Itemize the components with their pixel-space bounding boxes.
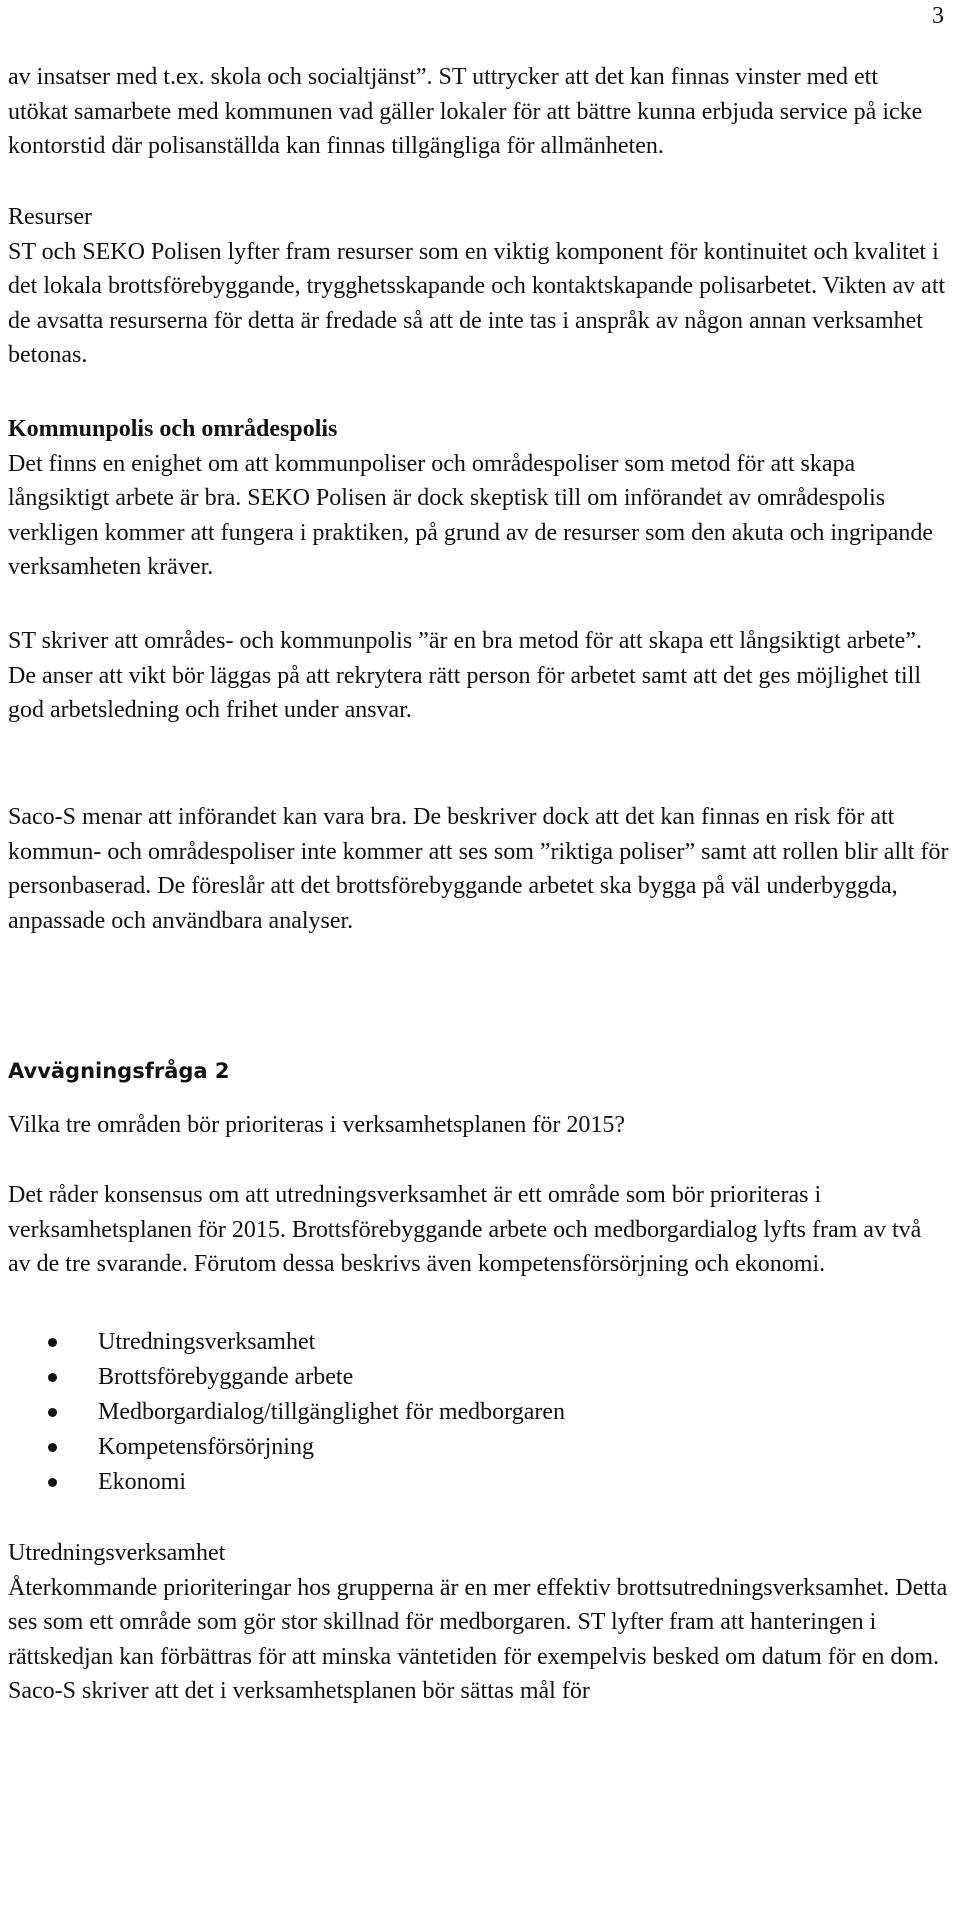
resurser-section bbox=[8, 200, 953, 373]
utredning-heading: Utredningsverksamhet bbox=[8, 1540, 226, 1566]
utredning-body: Återkommande prioriteringar hos gruppernа är en mer effektiv brottsutredningsverksamhet. Detta ses som ett område som gör stor skillnad för medborgaren. ST lyfter fram att hanteringen i rättskedjan kan förbättras för att minska väntetiden för exempelvis besked om datum för en dom. Saco-S skriver att det i verksamhetsplanen bör sättas mål för bbox=[8, 1574, 948, 1704]
utredning-section bbox=[8, 1536, 953, 1709]
list-item: Utredningsverksamhet bbox=[8, 1325, 908, 1360]
kommunpolis-section bbox=[8, 412, 953, 585]
kommunpolis-body: Det finns en enighet om att kommunpoliser och områdespoliser som metod för att skapa långsiktigt arbete är bra. SEKO Polisen är dock skeptisk till om införandet av områdespolis verkligen kommer att fungera i praktiken, på grund av de resurser som den akuta och ingripande verksamheten kräver. bbox=[8, 450, 934, 580]
page-number: 3 bbox=[932, 3, 944, 29]
list-item: Kompetensförsörjning bbox=[8, 1430, 908, 1465]
list-item: Ekonomi bbox=[8, 1465, 908, 1500]
bullet-icon bbox=[48, 1373, 57, 1382]
resurser-body: ST och SEKO Polisen lyfter fram resurser som en viktig komponent för kontinuitet och kvalitet i det lokala brottsförebyggande, trygghetsskapande och kontaktskapande polisarbetet. Vikten av att de avsatta resurserna för detta är fredade så att de inte tas i anspråk av någon annan verksamhet betonas. bbox=[8, 238, 946, 368]
priority-list bbox=[8, 1325, 908, 1500]
bullet-icon bbox=[48, 1408, 57, 1417]
intro-paragraph: av insatser med t.ex. skola och socialtjänst”. ST uttrycker att det kan finnas vinster med ett utökat samarbete med kommunen vad gäller lokaler för att bättre kunna erbjuda service på icke kontorstid där polisanställda kan finnas tillgängliga för allmänheten. bbox=[8, 64, 923, 159]
list-item: Medborgardialog/tillgänglighet för medborgaren bbox=[8, 1395, 908, 1430]
bullet-icon bbox=[48, 1338, 57, 1347]
st-paragraph: ST skriver att områdes- och kommunpolis ”är en bra metod för att skapa ett långsiktigt arbete”. De anser att vikt bör läggas på att rekrytera rätt person för arbetet samt att det ges möjlighet till god arbetsledning och frihet under ansvar. bbox=[8, 628, 922, 723]
kommunpolis-heading: Kommunpolis och områdespolis bbox=[8, 416, 338, 442]
avvagning-body: Det råder konsensus om att utredningsverksamhet är ett område som bör prioriteras i verksamhetsplanen för 2015. Brottsförebyggande arbete och medborgardialog lyfts fram av två av de tre svarande. Förutom dessa beskrivs även kompetensförsörjning och ekonomi. bbox=[8, 1182, 922, 1277]
saco-paragraph: Saco-S menar att införandet kan vara bra. De beskriver dock att det kan finnas en risk för att kommun- och områdespoliser inte kommer att ses som ”riktiga poliser” samt att rollen blir allt för personbaserad. De föreslår att det brottsförebyggande arbetet ska bygga på väl underbyggda, anpassade och användbara analyser. bbox=[8, 804, 949, 934]
list-item: Brottsförebyggande arbete bbox=[8, 1360, 908, 1395]
avvagning-heading: Avvägningsfråga 2 bbox=[8, 1059, 230, 1083]
bullet-icon bbox=[48, 1478, 57, 1487]
avvagning-question: Vilka tre områden bör prioriteras i verksamhetsplanen för 2015? bbox=[8, 1112, 626, 1138]
bullet-icon bbox=[48, 1443, 57, 1452]
resurser-heading: Resurser bbox=[8, 204, 92, 230]
